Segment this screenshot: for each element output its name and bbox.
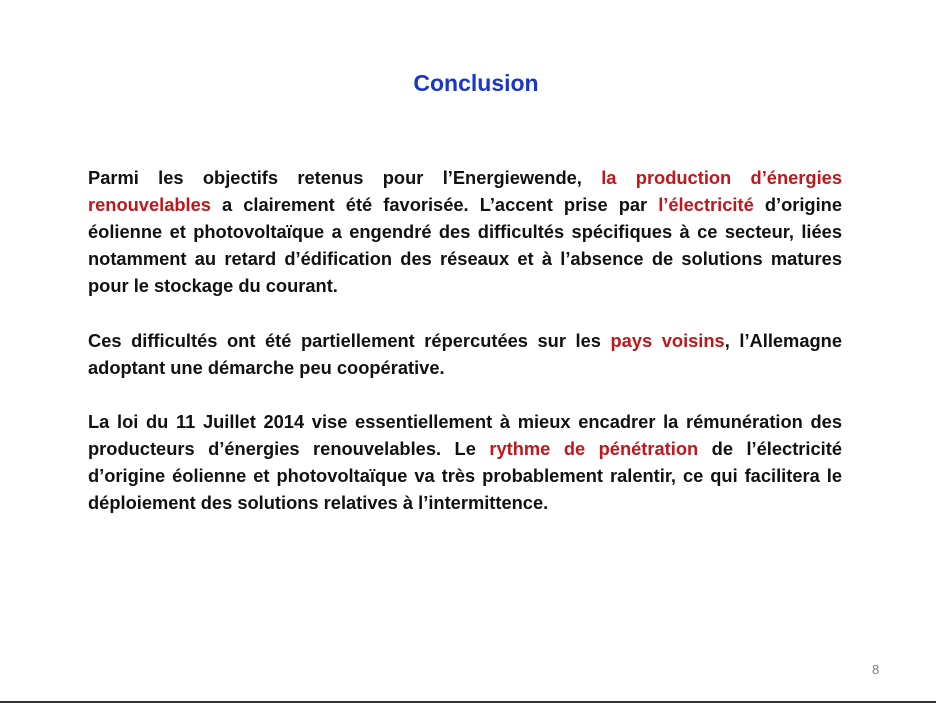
- paragraph-text: La loi du 11 Juillet 2014 vise essentiellement à mieux encadrer la rémunération des producteurs d’énergies renouvelables. Le: [88, 411, 842, 459]
- page-number: 8: [872, 662, 880, 677]
- paragraph-text: Parmi les objectifs retenus pour l’Energiewende,: [88, 167, 602, 188]
- highlight-text: pays voisins: [610, 330, 725, 351]
- paragraph-text: de l’électricité d’origine éolienne et photovoltaïque va très probablement ralentir, ce qui facilitera le déploiement des solutions relatives à l’intermittence.: [88, 438, 842, 513]
- highlight-text: la production d’énergies renouvelables: [88, 167, 842, 215]
- paragraph-text: , l’Allemagne adoptant une démarche peu coopérative.: [88, 330, 842, 378]
- slide-title: Conclusion: [413, 70, 539, 96]
- bottom-divider: [0, 701, 936, 703]
- paragraph-neighbors: [88, 327, 842, 381]
- paragraph-text: d’origine éolienne et photovoltaïque a engendré des difficultés spécifiques à ce secteur, liées notamment au retard d’édification des réseaux et à l’absence de solutions matures pour le stockage du courant.: [88, 194, 843, 296]
- paragraph-objectives: [88, 164, 842, 299]
- highlight-text: l’électricité: [658, 194, 754, 215]
- paragraph-law-2014: [88, 408, 842, 516]
- paragraph-text: a clairement été favorisée. L’accent prise par: [210, 194, 659, 215]
- highlight-text: rythme de pénétration: [489, 438, 699, 459]
- paragraph-text: Ces difficultés ont été partiellement répercutées sur les: [88, 330, 611, 351]
